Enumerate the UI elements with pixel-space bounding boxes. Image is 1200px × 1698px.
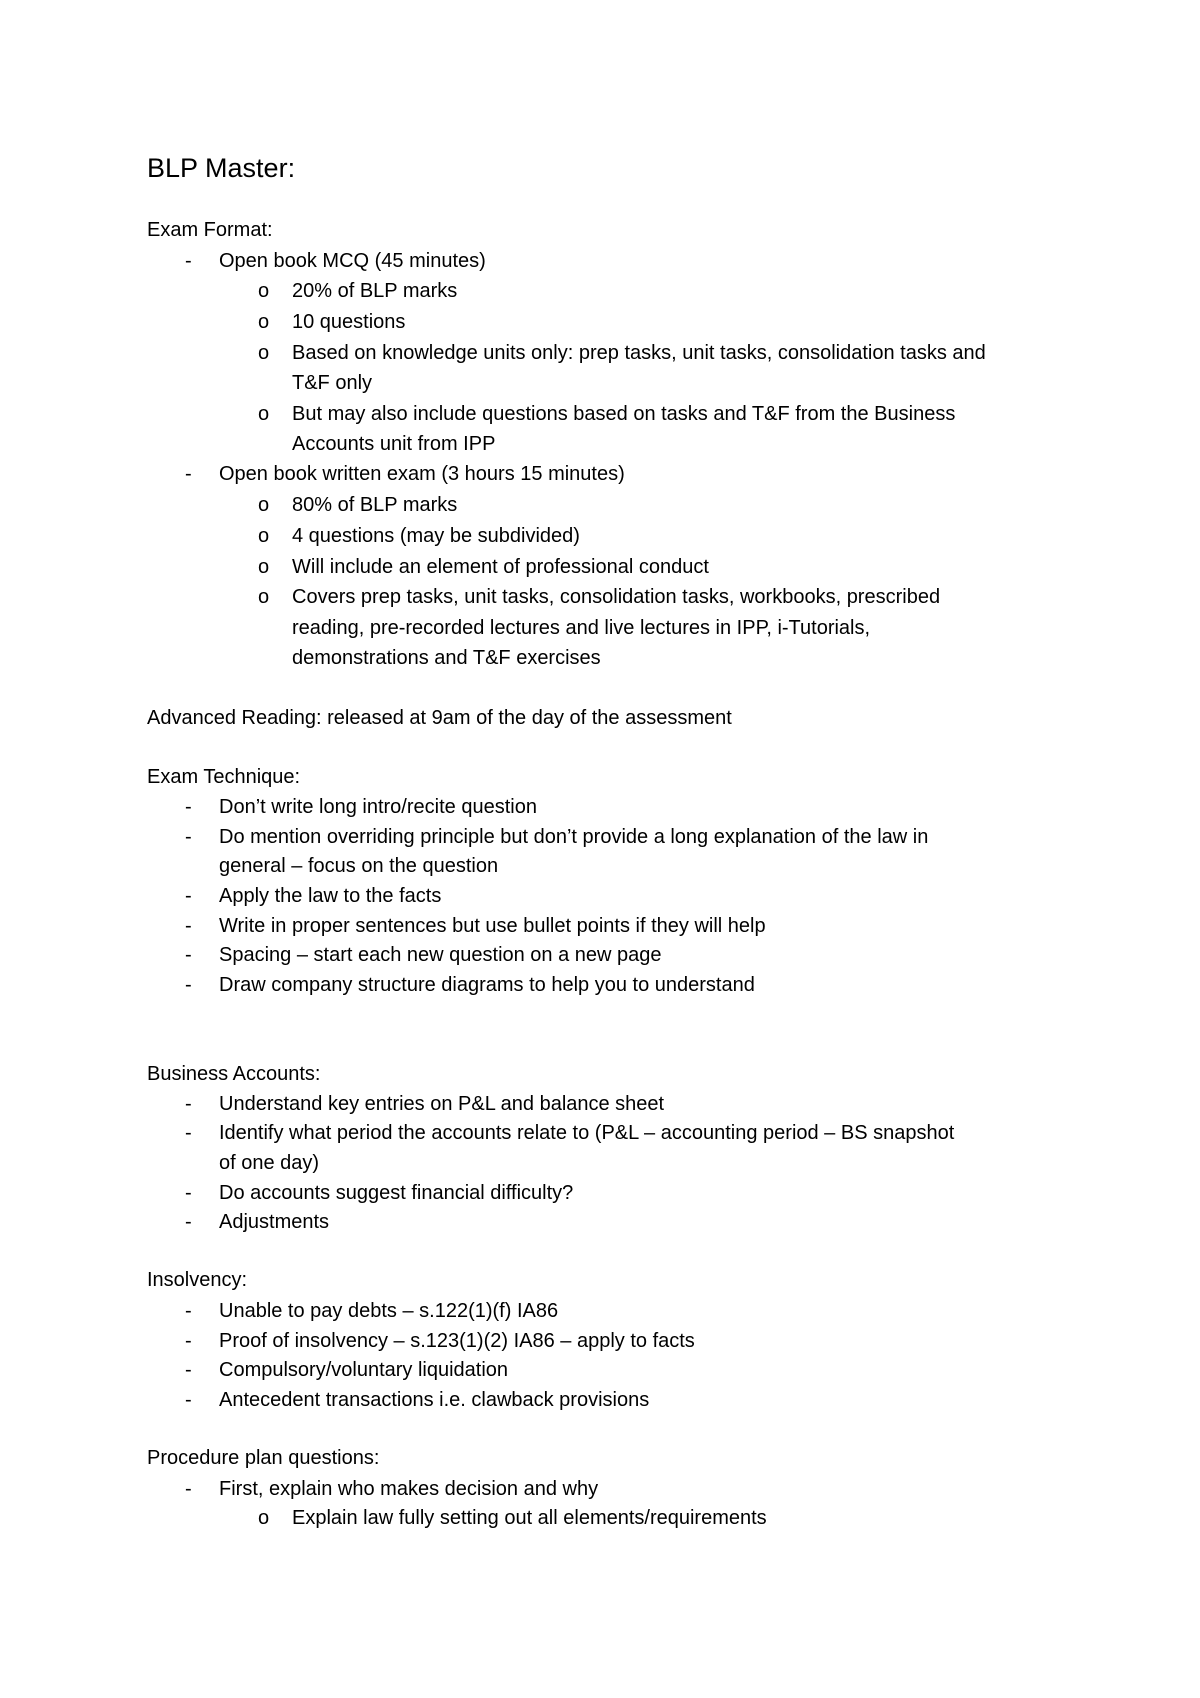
- list-item-text: Draw company structure diagrams to help you to understand: [219, 974, 755, 996]
- sub-list-item-text: 80% of BLP marks: [292, 494, 458, 516]
- dash-bullet: -: [185, 463, 192, 485]
- section-heading-procedure-plan: Procedure plan questions:: [147, 1447, 380, 1469]
- circle-bullet: o: [258, 586, 270, 608]
- list-item-text: Open book MCQ (45 minutes): [219, 250, 486, 272]
- dash-bullet: -: [185, 250, 192, 272]
- sub-list-item-text: Covers prep tasks, unit tasks, consolidation tasks, workbooks, prescribed: [292, 586, 941, 608]
- dash-bullet: -: [185, 1211, 192, 1233]
- dash-bullet: -: [185, 885, 192, 907]
- list-item-text: Do accounts suggest financial difficulty?: [219, 1182, 574, 1204]
- section-heading-insolvency: Insolvency:: [147, 1269, 248, 1291]
- sub-list-item-text: Based on knowledge units only: prep tasks, unit tasks, consolidation tasks and: [292, 342, 986, 364]
- list-item-text: Identify what period the accounts relate to (P&L – accounting period – BS snapshot: [219, 1122, 955, 1144]
- list-item-text: Adjustments: [219, 1211, 330, 1233]
- section-heading-exam-technique: Exam Technique:: [147, 766, 301, 788]
- circle-bullet: o: [258, 403, 270, 425]
- sub-list-item-text: Explain law fully setting out all elements/requirements: [292, 1507, 767, 1529]
- list-item-text: Antecedent transactions i.e. clawback provisions: [219, 1389, 650, 1411]
- dash-bullet: -: [185, 1300, 192, 1322]
- list-item-text: Apply the law to the facts: [219, 885, 442, 907]
- circle-bullet: o: [258, 556, 270, 578]
- dash-bullet: -: [185, 826, 192, 848]
- list-item-text: Don’t write long intro/recite question: [219, 796, 537, 818]
- list-item-continuation: of one day): [219, 1152, 320, 1174]
- page-title: BLP Master:: [147, 153, 296, 183]
- list-item-text: Proof of insolvency – s.123(1)(2) IA86 – apply to facts: [219, 1330, 695, 1352]
- dash-bullet: -: [185, 944, 192, 966]
- list-item-text: Compulsory/voluntary liquidation: [219, 1359, 509, 1381]
- sub-list-item-text: 10 questions: [292, 311, 406, 333]
- list-item-text: Open book written exam (3 hours 15 minutes): [219, 463, 625, 485]
- dash-bullet: -: [185, 796, 192, 818]
- sub-list-item-continuation: demonstrations and T&F exercises: [292, 647, 601, 669]
- sub-list-item-continuation: reading, pre-recorded lectures and live lectures in IPP, i-Tutorials,: [292, 617, 871, 639]
- circle-bullet: o: [258, 280, 270, 302]
- list-item-text: Spacing – start each new question on a new page: [219, 944, 662, 966]
- list-item-text: Write in proper sentences but use bullet points if they will help: [219, 915, 766, 937]
- list-item-text: First, explain who makes decision and why: [219, 1478, 599, 1500]
- list-item-continuation: general – focus on the question: [219, 855, 499, 877]
- dash-bullet: -: [185, 1122, 192, 1144]
- circle-bullet: o: [258, 1507, 270, 1529]
- advanced-reading-note: Advanced Reading: released at 9am of the day of the assessment: [147, 707, 732, 729]
- list-item-text: Understand key entries on P&L and balance sheet: [219, 1093, 665, 1115]
- circle-bullet: o: [258, 525, 270, 547]
- section-heading-exam-format: Exam Format:: [147, 219, 273, 241]
- list-item-text: Unable to pay debts – s.122(1)(f) IA86: [219, 1300, 559, 1322]
- sub-list-item-continuation: Accounts unit from IPP: [292, 433, 496, 455]
- dash-bullet: -: [185, 1478, 192, 1500]
- dash-bullet: -: [185, 915, 192, 937]
- section-heading-business-accounts: Business Accounts:: [147, 1063, 321, 1085]
- sub-list-item-text: 4 questions (may be subdivided): [292, 525, 580, 547]
- dash-bullet: -: [185, 1389, 192, 1411]
- circle-bullet: o: [258, 494, 270, 516]
- dash-bullet: -: [185, 974, 192, 996]
- sub-list-item-continuation: T&F only: [292, 372, 373, 394]
- sub-list-item-text: But may also include questions based on tasks and T&F from the Business: [292, 403, 956, 425]
- sub-list-item-text: Will include an element of professional conduct: [292, 556, 709, 578]
- sub-list-item-text: 20% of BLP marks: [292, 280, 458, 302]
- circle-bullet: o: [258, 342, 270, 364]
- dash-bullet: -: [185, 1359, 192, 1381]
- list-item-text: Do mention overriding principle but don’t provide a long explanation of the law in: [219, 826, 929, 848]
- dash-bullet: -: [185, 1093, 192, 1115]
- dash-bullet: -: [185, 1182, 192, 1204]
- dash-bullet: -: [185, 1330, 192, 1352]
- circle-bullet: o: [258, 311, 270, 333]
